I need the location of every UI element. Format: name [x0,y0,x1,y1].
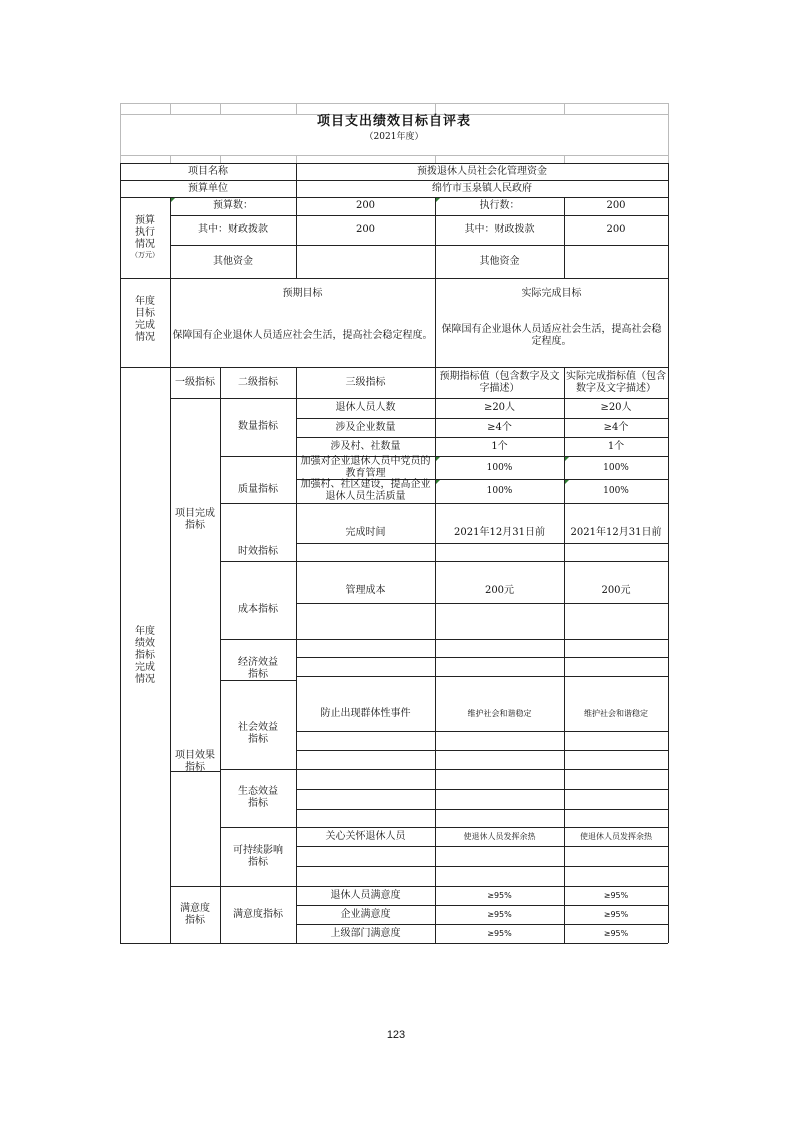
level2-ecological: 生态效益 指标 [238,786,278,809]
fiscal-label: 其中：财政拨款 [198,224,268,235]
indicator-expected: ≥95% [487,890,512,900]
level1-effect: 项目效果 指标 [175,750,215,773]
budget-unit-value: 绵竹市玉泉镇人民政府 [432,182,532,194]
indicator-expected: 维护社会和谐稳定 [467,709,532,718]
indicator-actual: 100% [603,486,629,496]
budget-section-unit: （万元） [131,250,159,259]
expected-goal-text: 保障国有企业退休人员适应社会生活，提高社会稳定程度。 [172,330,433,341]
indicator-name: 防止出现群体性事件 [320,708,411,719]
level2-quantity: 数量指标 [238,421,278,432]
budget-unit-label: 预算单位 [188,182,228,194]
actual-goal-header: 实际完成目标 [521,288,582,299]
indicator-name: 关心关怀退休人员 [325,830,406,842]
indicator-expected: ≥95% [487,928,512,938]
level2-time: 时效指标 [238,546,278,557]
annual-goal-section-label: 年度 目标 完成 情况 [135,296,155,343]
fiscal-value: 200 [355,224,376,235]
col-header-level1: 一级指标 [175,376,215,388]
level2-social: 社会效益 指标 [238,722,278,745]
budget-amount-value: 200 [355,200,376,211]
indicator-expected: ≥4个 [487,421,512,433]
col-header-level2: 二级指标 [238,376,278,388]
indicator-actual: ≥95% [603,928,629,938]
indicator-expected: 1个 [491,440,508,452]
col-header-expected: 预期指标值（包含数字及文字描述） [439,370,560,394]
indicator-name: 涉及企业数量 [335,421,396,433]
indicator-name: 退休人员满意度 [330,889,401,901]
indicator-expected: ≥20人 [483,402,516,413]
indicator-expected: 2021年12月31日前 [454,527,545,538]
project-name-value: 预拨退休人员社会化管理资金 [417,165,547,177]
indicator-actual: ≥95% [603,890,629,900]
indicator-name: 完成时间 [345,527,386,538]
level2-cost: 成本指标 [238,604,278,615]
level1-output: 项目完成 指标 [175,508,215,531]
indicator-expected: 使退休人员发挥余热 [463,831,536,841]
indicator-name: 企业满意度 [340,908,391,920]
indicator-section-label: 年度 绩效 指标 完成 情况 [135,626,155,685]
indicator-actual: 100% [603,462,629,473]
indicator-actual: 维护社会和谐稳定 [584,709,648,718]
expected-goal-header: 预期目标 [282,288,323,299]
level2-satisfaction: 满意度指标 [233,908,283,920]
indicator-name: 退休人员人数 [335,402,396,413]
indicator-name: 加强对企业退休人员中党员的教育管理 [300,455,431,479]
page-title: 项目支出绩效目标自评表 [316,114,471,129]
indicator-actual: 使退休人员发挥余热 [580,831,652,841]
indicator-actual: 2021年12月31日前 [570,527,662,538]
budget-section-label: 预算 执行 情况 [135,215,155,250]
other-funds-label-2: 其他资金 [479,255,520,267]
indicator-actual: 1个 [607,440,625,452]
budget-amount-label: 预算数： [213,200,253,211]
page-subtitle: （2021年度） [364,132,424,142]
level1-satisfaction: 满意度 指标 [180,903,210,926]
page-number: 123 [386,1029,406,1041]
indicator-name: 涉及村、社数量 [330,440,401,452]
execution-value: 200 [606,200,626,211]
indicator-actual: ≥95% [603,909,629,919]
col-header-actual: 实际完成指标值（包含数字及文字描述） [566,370,666,394]
level2-economic: 经济效益 指标 [238,657,278,680]
indicator-name: 管理成本 [345,585,386,596]
indicator-expected: 100% [486,462,513,473]
level2-sustainable: 可持续影响 指标 [233,845,283,868]
indicator-name: 加强村、社区建设，提高企业退休人员生活质量 [300,479,431,502]
execution-label: 执行数： [479,200,520,211]
indicator-expected: 100% [486,486,513,496]
indicator-expected: ≥95% [487,909,512,919]
fiscal-value-2: 200 [606,224,626,235]
indicator-actual: ≥20人 [600,402,632,413]
indicator-actual: 200元 [601,585,631,596]
fiscal-label-2: 其中：财政拨款 [464,224,535,235]
other-funds-label: 其他资金 [213,255,253,267]
col-header-level3: 三级指标 [345,376,386,388]
project-name-label: 项目名称 [188,165,228,177]
actual-goal-text: 保障国有企业退休人员适应社会生活，提高社会稳定程度。 [441,324,662,347]
indicator-expected: 200元 [484,585,515,596]
indicator-actual: ≥4个 [603,421,629,433]
indicator-name: 上级部门满意度 [330,927,401,939]
level2-quality: 质量指标 [238,484,278,495]
